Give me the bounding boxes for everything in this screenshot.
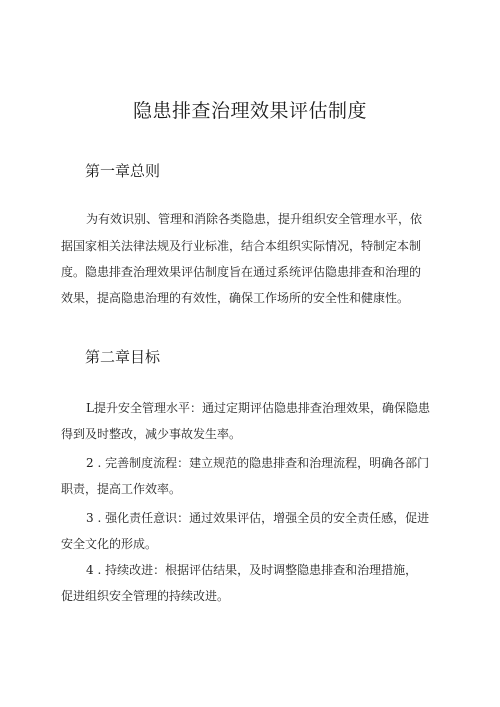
goal-2-line-2: 职责，提高工作效率。 xyxy=(61,482,182,496)
chapter-1-line-4: 效果，提高隐患治理的有效性，确保工作场所的安全性和健康性。 xyxy=(61,291,410,305)
chapter-1-line-2: 据国家相关法律法规及行业标准，结合本组织实际情况，特制定本制 xyxy=(61,239,422,253)
chapter-2-heading: 第二章目标 xyxy=(85,348,161,366)
chapter-1-line-3: 度。隐患排查治理效果评估制度旨在通过系统评估隐患排查和治理的 xyxy=(61,265,422,279)
goal-1-line-2: 得到及时整改，减少事故发生率。 xyxy=(61,427,242,441)
goal-2-line-1: 2 . 完善制度流程：建立规范的隐患排查和治理流程，明确各部门 xyxy=(86,456,430,470)
goal-1-line-1: L提升安全管理水平：通过定期评估隐患排查治理效果，确保隐患 xyxy=(86,401,430,415)
chapter-1-line-1: 为有效识别、管理和消除各类隐患，提升组织安全管理水平，依 xyxy=(86,212,423,226)
document-title: 隐患排查治理效果评估制度 xyxy=(132,100,367,122)
chapter-1-heading: 第一章总则 xyxy=(85,162,161,180)
goal-3-line-1: 3 . 强化责任意识：通过效果评估，增强全员的安全责任感，促进 xyxy=(86,511,430,525)
goal-4-line-1: 4 . 持续改进：根据评估结果，及时调整隐患排查和治理措施， xyxy=(86,563,418,577)
goal-4-line-2: 促进组织安全管理的持续改进。 xyxy=(61,589,230,603)
goal-3-line-2: 安全文化的形成。 xyxy=(61,537,158,551)
